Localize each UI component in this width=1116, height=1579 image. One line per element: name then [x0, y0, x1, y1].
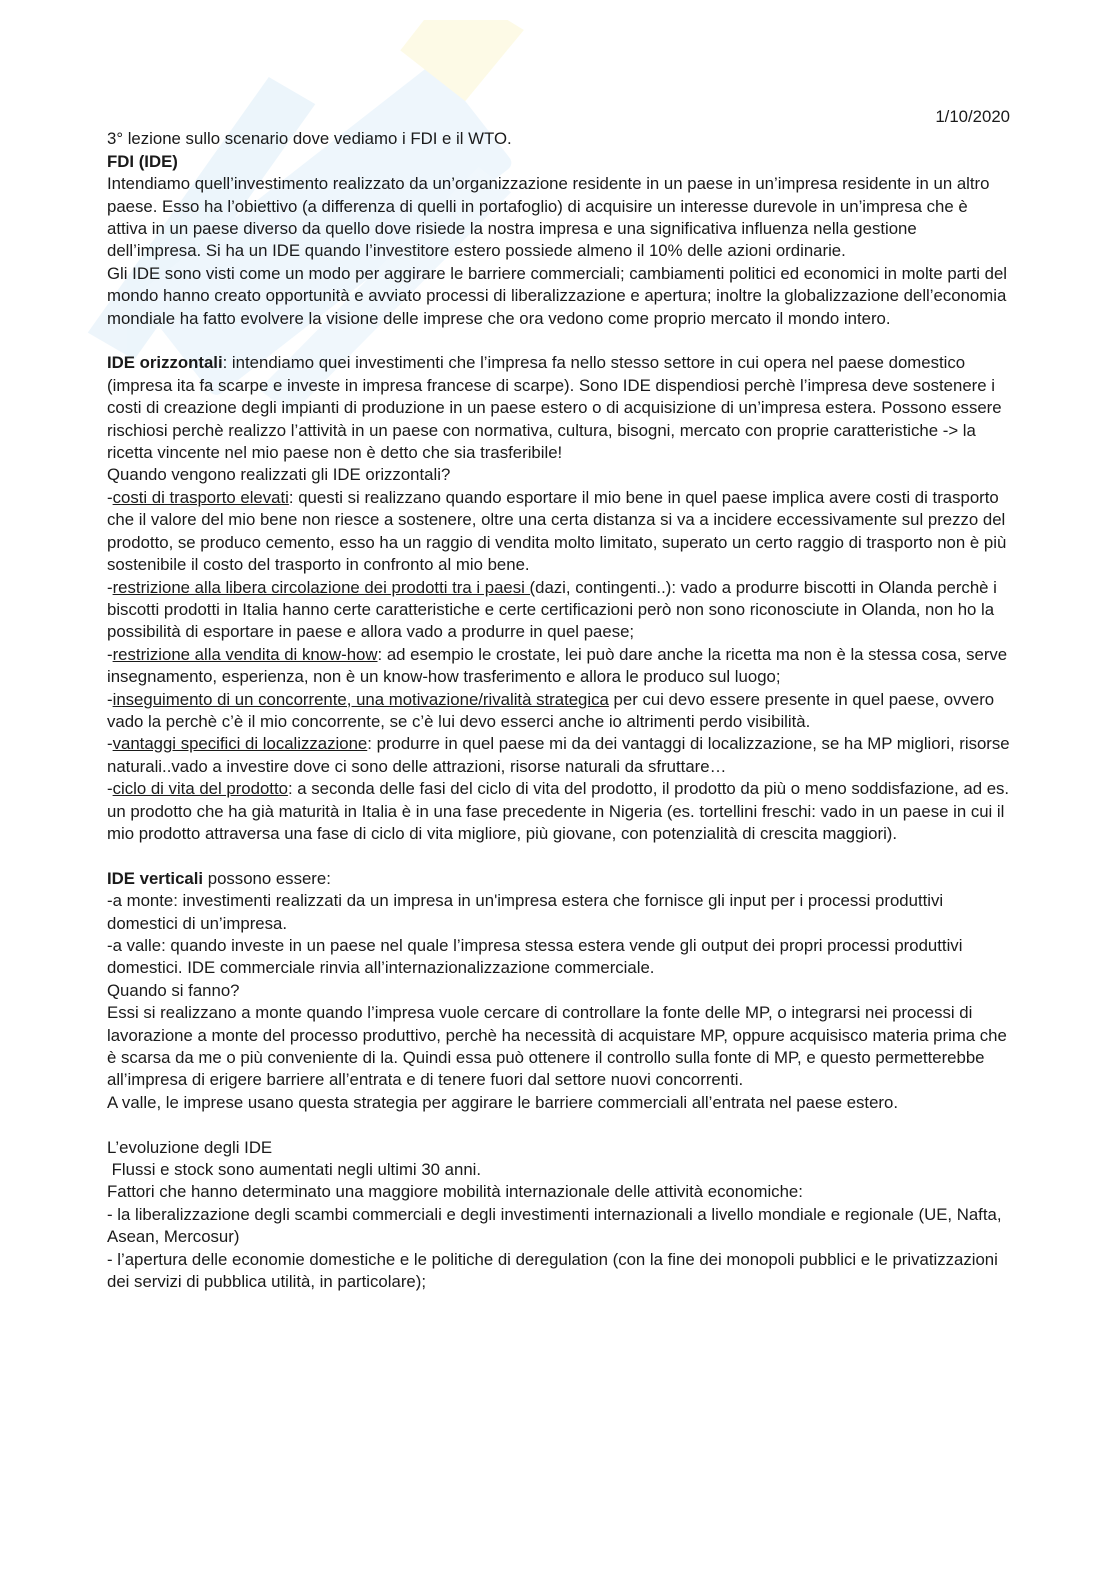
evoluzione-line: Flussi e stock sono aumentati negli ultimi 30 anni.: [107, 1160, 482, 1180]
list-item: -inseguimento di un concorrente, una motivazione/rivalità strategica per cui devo essere presente in quel paese, ovvero vado la perchè c’è il mio concorrente, se c’è lui devo esserci anche io altrimenti perdo visibilità.: [107, 689, 995, 731]
ide-verticali-valle: -a valle: quando investe in un paese nel quale l’impresa stessa estera vende gli output dei propri processi produttivi domestici. IDE commerciale rinvia all’internazionalizzazione commerciale.: [107, 936, 963, 978]
ide-orizzontali-question: Quando vengono realizzati gli IDE orizzontali?: [107, 465, 451, 485]
list-item-term: restrizione alla vendita di know-how: [112, 644, 378, 664]
ide-verticali-valle-explanation: A valle, le imprese usano questa strategia per aggirare le barriere commerciali all’entrata nel paese estero.: [107, 1092, 898, 1112]
list-item-term: vantaggi specifici di localizzazione: [112, 734, 368, 754]
ide-orizzontali-term: IDE orizzontali: [107, 353, 223, 373]
evoluzione-line: Fattori che hanno determinato una maggiore mobilità internazionale delle attività economiche:: [107, 1182, 803, 1202]
list-item-text: : produrre in quel paese mi da dei vantaggi di localizzazione, se ha MP migliori, risorse naturali..vado a investire dove ci sono delle attrazioni, risorse naturali da sfruttare…: [107, 734, 1010, 776]
ide-verticali-monte-explanation: Essi si realizzano a monte quando l’impresa vuole cercare di controllare la fonte delle MP, o integrarsi nei processi di lavorazione a monte del processo produttivo, perchè ha necessità di acquistare MP, oppure acquisisco materia prima che è scarsa da me o più conveniente di la. Quindi essa può ottenere il controllo sulla fonte di MP, e questo permetterebbe all’impresa di erigere barriere all’entrata e di tenere fuori dal settore nuovi concorrenti.: [107, 1003, 1007, 1090]
list-item: -restrizione alla libera circolazione dei prodotti tra i paesi (dazi, contingenti..): vado a produrre biscotti in Olanda perchè i biscotti prodotti in Italia hanno certe caratteristiche e certe certificazioni però non sono riconosciute in Olanda, non ho la possibilità di esportare in paese e allora vado a produrre in quel paese;: [107, 577, 997, 642]
fdi-heading: FDI (IDE): [107, 151, 178, 171]
fdi-paragraph-barriers: Gli IDE sono visti come un modo per aggirare le barriere commerciali; cambiamenti politici ed economici in molte parti del mondo hanno creato opportunità e avviato processi di liberalizzazione e apertura; inoltre la globalizzazione dell’economia mondiale ha fatto evolvere la visione delle imprese che ora vedono come proprio mercato il mondo intero.: [107, 263, 1008, 328]
list-item-term: ciclo di vita del prodotto: [112, 779, 288, 799]
list-item: -costi di trasporto elevati: questi si realizzano quando esportare il mio bene in quel paese implica avere costi di trasporto che il valore del mio bene non riesce a sostenere, oltre una certa distanza si va a incidere eccessivamente sul prezzo del prodotto, se produco cemento, esso ha un raggio di vendita molto limitato, superato un certo raggio di trasporto non è più sostenibile il costo del trasporto in confronto al mio bene.: [107, 487, 1007, 575]
ide-verticali-monte: -a monte: investimenti realizzati da un impresa in un'impresa estera che fornisce gli input per i processi produttivi domestici di un’impresa.: [107, 891, 944, 933]
intro-line: 3° lezione sullo scenario dove vediamo i FDI e il WTO.: [107, 129, 512, 149]
list-item: -restrizione alla vendita di know-how: ad esempio le crostate, lei può dare anche la ricetta ma non è la stessa cosa, serve insegnamento, esperienza, non è un know-how trasferimento e allora le produco sul luogo;: [107, 644, 1008, 687]
list-item: -vantaggi specifici di localizzazione: produrre in quel paese mi da dei vantaggi di localizzazione, se ha MP migliori, risorse naturali..vado a investire dove ci sono delle attrazioni, risorse naturali da sfruttare…: [107, 734, 1010, 776]
list-item-text: per cui devo essere presente in quel paese, ovvero vado la perchè c’è il mio concorrente, se c’è lui devo esserci anche io altrimenti perdo visibilità.: [107, 689, 995, 731]
document-date: 1/10/2020: [935, 107, 1010, 126]
ide-orizzontali-paragraph: [107, 352, 1012, 464]
evoluzione-item: - l’apertura delle economie domestiche e le politiche di deregulation (con la fine dei monopoli pubblici e le privatizzazioni dei servizi di pubblica utilità, in particolare);: [107, 1249, 998, 1292]
list-item-text: : ad esempio le crostate, lei può dare anche la ricetta ma non è la stessa cosa, serve insegnamento, esperienza, non è un know-how trasferimento e allora le produco sul luogo;: [107, 644, 1008, 687]
list-item-text: : questi si realizzano quando esportare il mio bene in quel paese implica avere costi di trasporto che il valore del mio bene non riesce a sostenere, oltre una certa distanza si va a incidere eccessivamente sul prezzo del prodotto, se produco cemento, esso ha un raggio di vendita molto limitato, superato un certo raggio di trasporto non è più sostenibile il costo del trasporto in confronto al mio bene.: [107, 487, 1007, 575]
document-page: [107, 106, 1012, 1293]
evoluzione-heading: L’evoluzione degli IDE: [107, 1137, 273, 1157]
list-item: -ciclo di vita del prodotto: a seconda delle fasi del ciclo di vita del prodotto, il prodotto da più o meno soddisfazione, ad es. un prodotto che ha già maturità in Italia è in una fase precedente in Nigeria (es. tortellini freschi: vado in un paese in cui il mio prodotto attraversa una fase di ciclo di vita migliore, più giovane, con potenzialità di crescita maggiori).: [107, 779, 1010, 843]
list-item-term: inseguimento di un concorrente, una motivazione/rivalità strategica: [112, 689, 609, 709]
ide-orizzontali-text: : intendiamo quei investimenti che l’impresa fa nello stesso settore in cui opera nel paese domestico (impresa ita fa scarpe e investe in impresa francese di scarpe). Sono IDE dispendiosi perchè l’impresa deve sostenere i costi di creazione degli impianti di produzione in un paese estero o di acquisizione di un’impresa estera. Possono essere rischiosi perchè realizzo l’attività in un paese con normativa, cultura, bisogni, mercato con proprie caratteristiche -> la ricetta vincente nel mio paese non è detto che sia trasferibile!: [107, 353, 1002, 463]
list-item-term: costi di trasporto elevati: [112, 487, 289, 507]
list-item-text: dazi, contingenti..): vado a produrre biscotti in Olanda perchè i biscotti prodotti in Italia hanno certe caratteristiche e certe certificazioni però non sono riconosciute in Olanda, non ho la possibilità di esportare in paese e allora vado a produrre in quel paese;: [107, 577, 997, 642]
ide-verticali-question: Quando si fanno?: [107, 980, 240, 1000]
fdi-paragraph-definition: Intendiamo quell’investimento realizzato da un’organizzazione residente in un paese in un’impresa residente in un altro paese. Esso ha l’obiettivo (a differenza di quelli in portafoglio) di acquisire un interesse durevole in un’impresa che è attiva in un paese diverso da quello dove risiede la nostra impresa e una significativa influenza nella gestione dell’impresa. Si ha un IDE quando l’investitore estero possiede almeno il 10% delle azioni ordinarie.: [107, 174, 990, 261]
ide-verticali-text: possono essere:: [203, 868, 331, 888]
ide-verticali-term: IDE verticali: [107, 868, 204, 888]
list-item-text: : a seconda delle fasi del ciclo di vita del prodotto, il prodotto da più o meno soddisfazione, ad es. un prodotto che ha già maturità in Italia è in una fase precedente in Nigeria (es. tortellini freschi: vado in un paese in cui il mio prodotto attraversa una fase di ciclo di vita migliore, più giovane, con potenzialità di crescita maggiori).: [107, 779, 1010, 843]
ide-verticali-paragraph: [107, 868, 1012, 890]
list-item-term: restrizione alla libera circolazione dei prodotti tra i paesi (: [112, 577, 536, 597]
evoluzione-item: - la liberalizzazione degli scambi commerciali e degli investimenti internazionali a livello mondiale e regionale (UE, Nafta, Asean, Mercosur): [107, 1204, 1002, 1247]
